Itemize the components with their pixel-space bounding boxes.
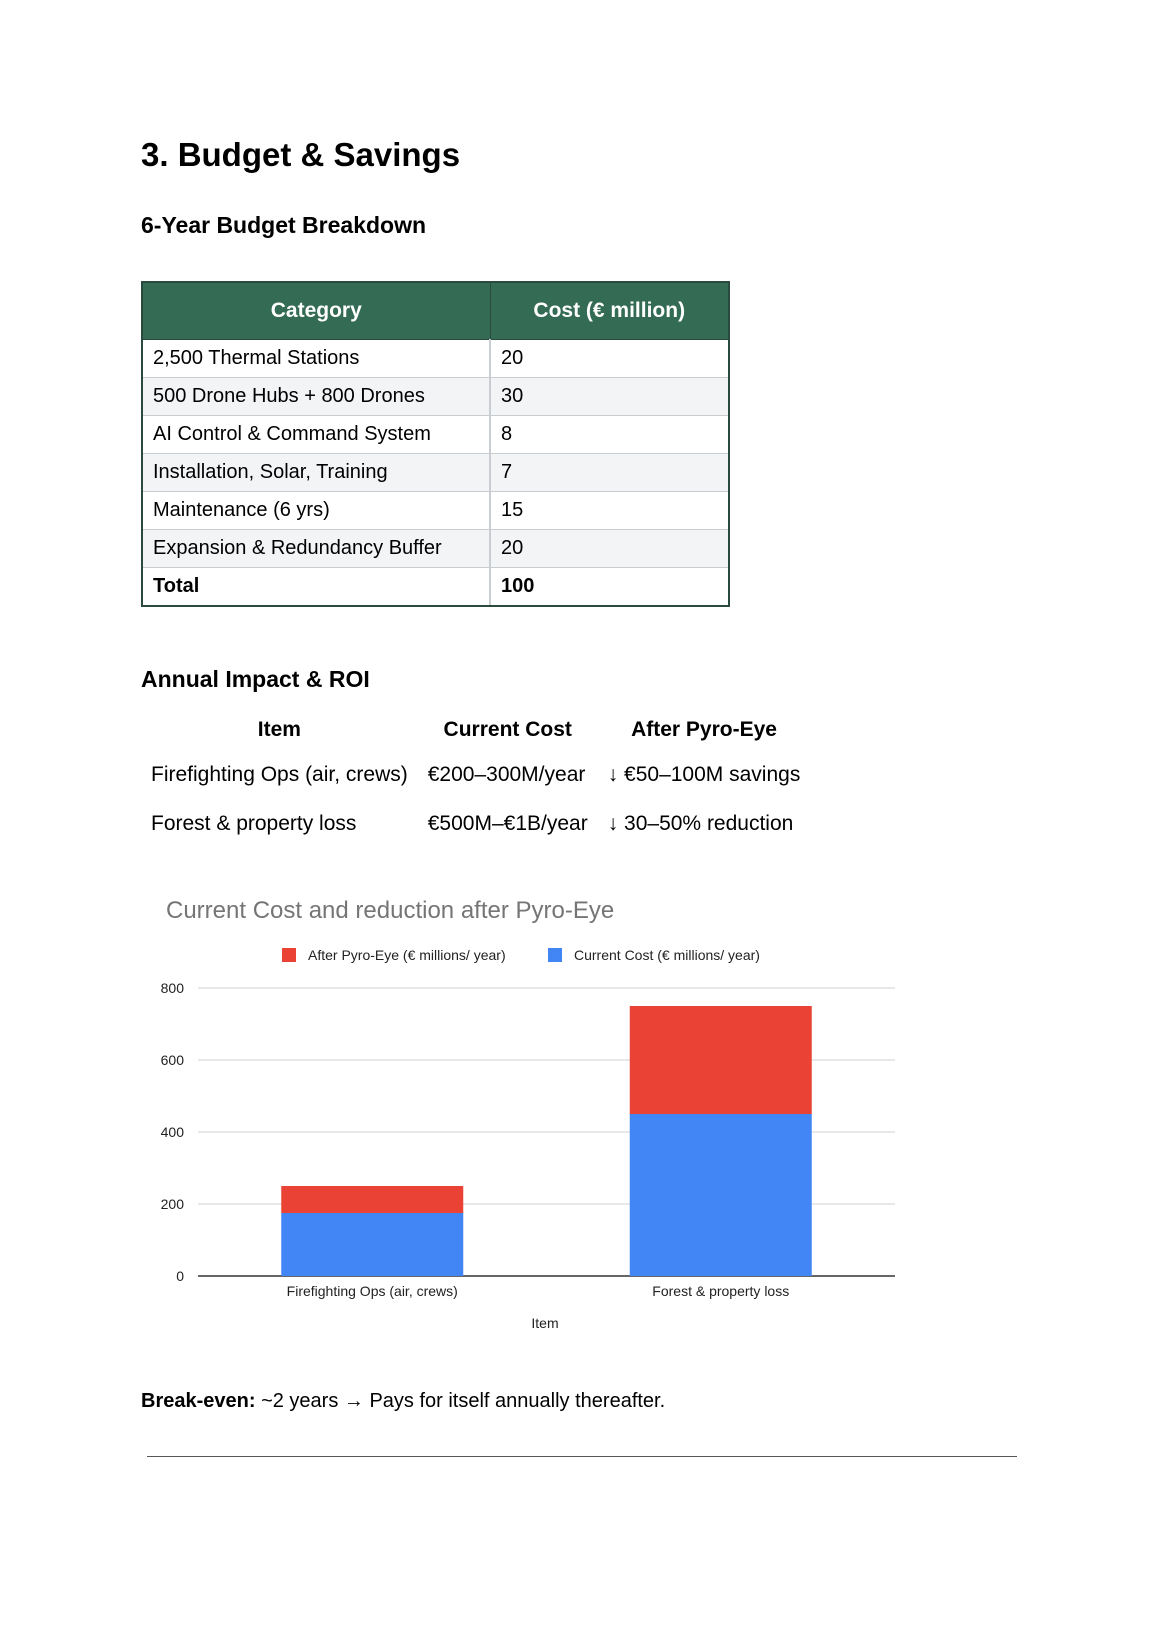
impact-current-cell: €200–300M/year	[427, 762, 586, 786]
budget-total-value: 100	[490, 568, 729, 607]
chart-legend	[282, 947, 760, 963]
bar-segment	[630, 1006, 812, 1114]
section-title: 3. Budget & Savings	[141, 136, 461, 173]
table-row	[142, 340, 729, 378]
budget-cost-cell: 15	[490, 492, 729, 530]
y-tick-label: 800	[160, 980, 184, 996]
legend-swatch	[548, 948, 562, 962]
budget-cost-cell: 7	[490, 454, 729, 492]
budget-cost-cell: 20	[490, 530, 729, 568]
y-tick-label: 600	[160, 1052, 184, 1068]
legend-entry: Current Cost (€ millions/ year)	[574, 947, 760, 963]
budget-category-cell: Expansion & Redundancy Buffer	[142, 530, 490, 568]
bar-segment	[281, 1213, 463, 1276]
table-row	[141, 799, 810, 848]
impact-current-cell: €500M–€1B/year	[427, 811, 588, 835]
y-tick-label: 0	[176, 1268, 184, 1284]
bar-segment	[630, 1114, 812, 1276]
budget-category-cell: AI Control & Command System	[142, 416, 490, 454]
table-row	[142, 492, 729, 530]
budget-cost-cell: 30	[490, 378, 729, 416]
budget-col-cost: Cost (€ million)	[490, 282, 729, 340]
legend-swatch	[282, 948, 296, 962]
budget-category-cell: 2,500 Thermal Stations	[142, 340, 490, 378]
budget-header-row	[142, 282, 729, 340]
impact-col-after: After Pyro-Eye	[631, 718, 777, 741]
legend-entry: After Pyro-Eye (€ millions/ year)	[308, 947, 506, 963]
x-category-label: Forest & property loss	[652, 1283, 790, 1299]
impact-item-cell: Forest & property loss	[151, 811, 357, 835]
y-tick-label: 200	[160, 1196, 184, 1212]
breakeven-label: Break-even:	[141, 1390, 256, 1412]
budget-cost-cell: 20	[490, 340, 729, 378]
budget-heading: 6-Year Budget Breakdown	[141, 212, 427, 238]
breakeven-text: ~2 years → Pays for itself annually thereafter.	[255, 1390, 666, 1412]
stacked-bar-chart	[150, 888, 910, 1348]
table-row	[142, 454, 729, 492]
budget-cost-cell: 8	[490, 416, 729, 454]
x-category-label: Firefighting Ops (air, crews)	[286, 1283, 458, 1299]
impact-header-row	[141, 710, 810, 750]
budget-category-cell: Maintenance (6 yrs)	[142, 492, 490, 530]
budget-col-category: Category	[142, 282, 490, 340]
bar-segment	[281, 1186, 463, 1213]
impact-heading: Annual Impact & ROI	[141, 666, 370, 692]
budget-table	[141, 281, 730, 607]
impact-item-cell: Firefighting Ops (air, crews)	[151, 762, 408, 786]
impact-col-current: Current Cost	[443, 718, 572, 741]
impact-after-cell: ↓ €50–100M savings	[607, 762, 801, 786]
table-row	[141, 750, 810, 799]
y-tick-label: 400	[160, 1124, 184, 1140]
budget-category-cell: 500 Drone Hubs + 800 Drones	[142, 378, 490, 416]
horizontal-divider	[147, 1456, 1017, 1457]
budget-total-label: Total	[142, 568, 490, 607]
table-row	[142, 416, 729, 454]
table-row	[142, 378, 729, 416]
budget-category-cell: Installation, Solar, Training	[142, 454, 490, 492]
chart-x-categories	[287, 1283, 790, 1299]
chart-bars	[281, 1006, 812, 1276]
x-axis-label: Item	[531, 1315, 559, 1331]
impact-table	[141, 710, 810, 848]
budget-total-row	[142, 568, 729, 607]
breakeven-statement	[141, 1390, 665, 1413]
impact-after-cell: ↓ 30–50% reduction	[607, 811, 794, 835]
impact-col-item: Item	[257, 718, 301, 741]
chart-title: Current Cost and reduction after Pyro-Eye	[166, 897, 615, 924]
table-row	[142, 530, 729, 568]
